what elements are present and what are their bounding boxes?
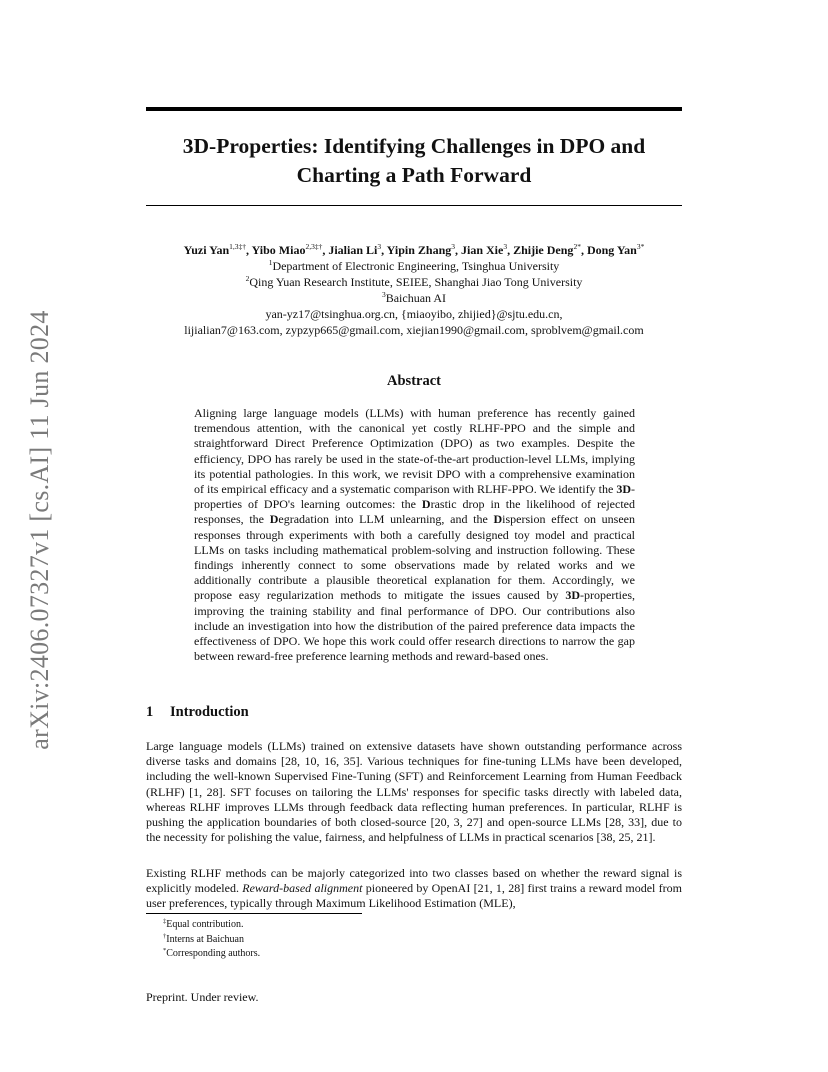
author: Yibo Miao$^{2,3\ddagger\dagger}$, [251, 242, 329, 257]
footnote: ‡Equal contribution. [163, 918, 244, 930]
section-number: 1 [146, 704, 154, 720]
author: Yipin Zhang$^3$, [386, 242, 461, 257]
affiliation: $^2$Qing Yuan Research Institute, SEIEE, Shanghai Jiao Tong University [245, 274, 583, 289]
author: Yuzi Yan$^{1,3\ddagger\dagger}$, [183, 242, 252, 257]
email-line: lijialian7@163.com, zypzyp665@gmail.com, xiejian1990@gmail.com, sproblvem@gmail.com [184, 323, 644, 337]
section-title: Introduction [170, 704, 249, 720]
author-list [100, 242, 728, 258]
author: Dong Yan$^{3*}$ [586, 242, 645, 257]
affiliation: $^3$Baichuan AI [381, 290, 447, 305]
title-line-1: 3D-Properties: Identifying Challenges in DPO and [182, 134, 646, 158]
title-bottom-rule [146, 205, 682, 206]
author: Zhijie Deng$^{2*}$, [513, 242, 587, 257]
abstract-body: Aligning large language models (LLMs) with human preference has recently gained tremendous attention, with the canonical yet costly RLHF-PPO and the simple and straightforward Direct Preference Optimization (DPO) as two examples. Despite the efficiency, DPO has rarely be used in the state-of-the-art production-level LLMs, implying its potential pathologies. In this work, we revisit DPO with a comprehensive examination of its empirical efficacy and a systematic comparison with RLHF-PPO. We identify the 3D-properties of DPO's learning outcomes: the Drastic drop in the likelihood of rejected responses, the Degradation into LLM unlearning, and the Dispersion effect on unseen responses through experiments with both a carefully designed toy model and practical LLMs on tasks including mathematical problem-solving and instruction following. These findings inherently connect to some observations made by related works and we additionally contribute a plausible theoretical explanation for them. Accordingly, we propose easy regularization methods to mitigate the issues caused by 3D-properties, improving the training stability and final performance of DPO. Our contributions also include an investigation into how the distribution of the paired preference data impacts the effectiveness of DPO. We hope this work could offer research directions to narrow the gap between reward-free preference learning methods and reward-based ones. [194, 406, 635, 664]
paper-title [146, 132, 682, 190]
preprint-note: Preprint. Under review. [146, 990, 259, 1004]
author-block [100, 242, 728, 338]
title-line-2: Charting a Path Forward [296, 163, 532, 187]
author: Jian Xie$^3$, [461, 242, 514, 257]
footnote: †Interns at Baichuan [163, 932, 244, 945]
footnotes [163, 918, 260, 962]
email-line: yan-yz17@tsinghua.org.cn, {miaoyibo, zhijied}@sjtu.edu.cn, [265, 307, 563, 321]
title-top-rule [146, 107, 682, 111]
section-heading-introduction [146, 704, 249, 721]
intro-paragraph-2: Existing RLHF methods can be majorly categorized into two classes based on whether the reward signal is explicitly modeled. Reward-based alignment pioneered by OpenAI [21, 1, 28] first trains a reward model from user preferences, typically through Maximum Likelihood Estimation (MLE), [146, 866, 683, 911]
abstract-heading: Abstract [387, 373, 441, 389]
footnote-rule [146, 913, 362, 914]
intro-paragraph-1: Large language models (LLMs) trained on extensive datasets have shown outstanding performance across diverse tasks and domains [28, 10, 16, 35]. Various techniques for fine-tuning LLMs have been developed, including the well-known Supervised Fine-Tuning (SFT) and Reinforcement Learning from Human Feedback (RLHF) [1, 28]. SFT focuses on tailoring the LLMs' responses for specific tasks directly with labeled data, whereas RLHF improves LLMs through feedback data reflecting human preferences. In particular, RLHF is pushing the application boundaries of both closed-source [20, 3, 27] and open-source LLMs [28, 33], due to the necessity for polishing the value, fairness, and helpfulness of LLMs in practical scenarios [38, 25, 21]. [146, 739, 682, 845]
footnote: *Corresponding authors. [163, 947, 261, 960]
author: Jialian Li$^3$, [328, 242, 387, 257]
affiliation: $^1$Department of Electronic Engineering, Tsinghua University [268, 258, 560, 273]
